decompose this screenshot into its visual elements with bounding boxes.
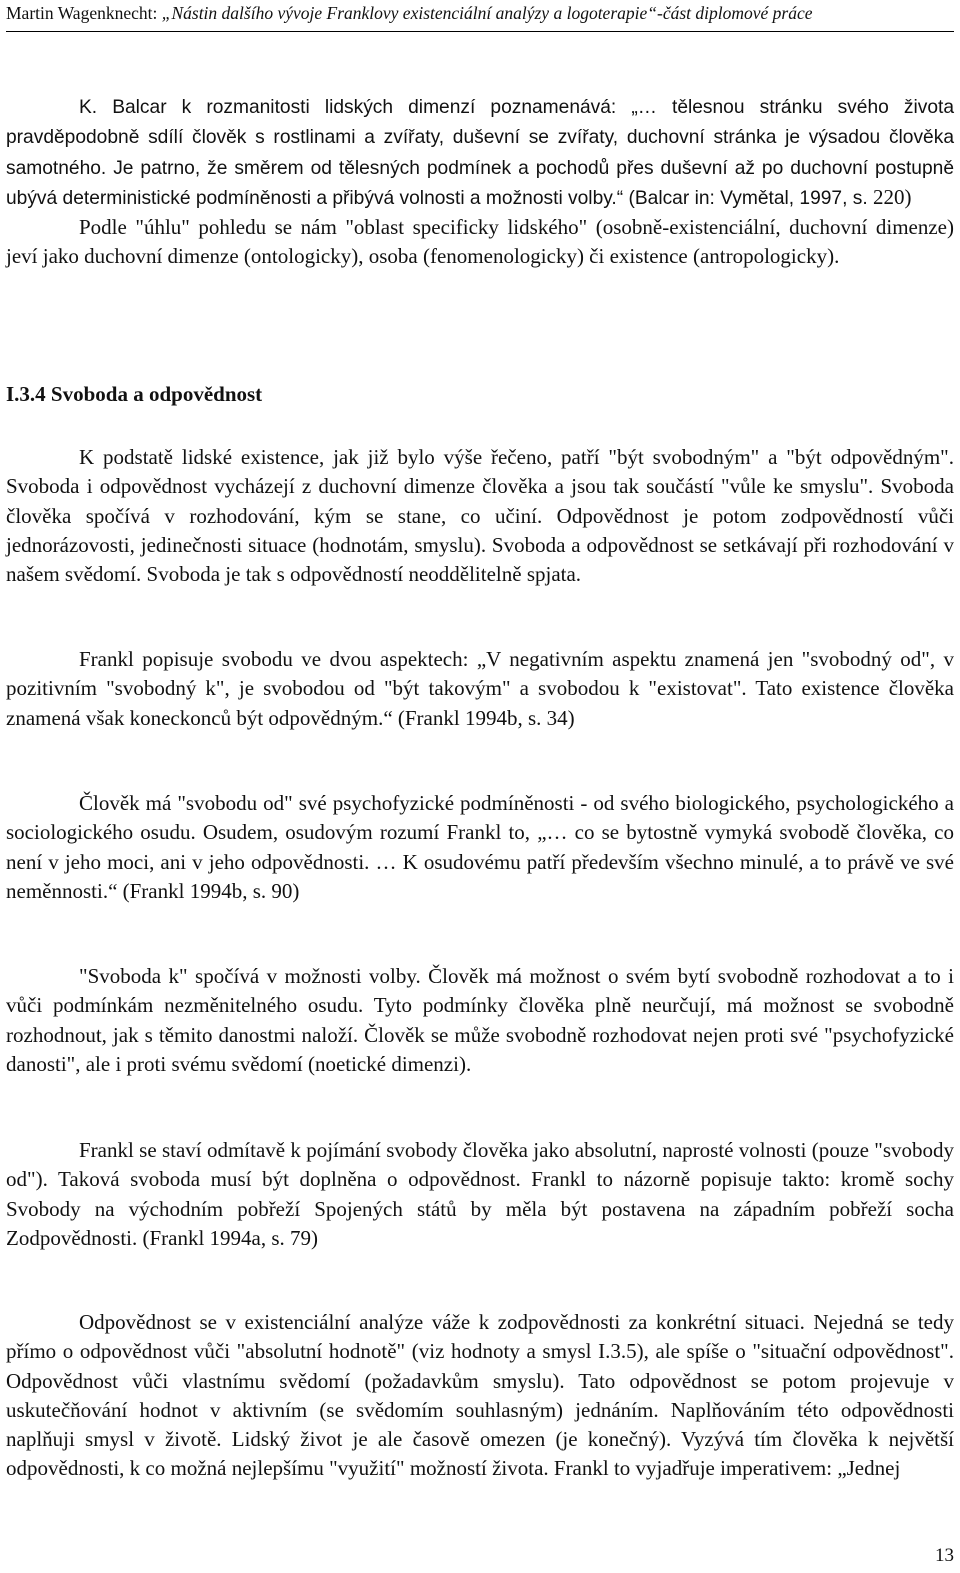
balcar-quote-page: 220)	[867, 184, 912, 209]
page-number: 13	[935, 1545, 954, 1566]
paragraph-podstata	[6, 443, 954, 589]
paragraph-text: K podstatě lidské existence, jak již bylo výše řečeno, patří "být svobodným" a "být odpovědným". Svoboda i odpovědnost vycházejí z duchovní dimenze člověka a jsou tak součástí "vůle ke smyslu". Svoboda člověka spočívá v rozhodování, kým se stane, co učiní. Odpovědnost je potom zodpovědností vůči jednorázovosti, jedinečnosti situace (hodnotám, smyslu). Svoboda a odpovědnost se setkávají při rozhodování v našem svědomí. Svoboda je tak s odpovědností neoddělitelně spjata.	[6, 445, 954, 587]
paragraph-odpovednost	[6, 1308, 954, 1484]
paragraph-uhel-pohledu: Podle "úhlu" pohledu se nám "oblast specificky lidského" (osobně-existenciální, duchovní dimenze) jeví jako duchovní dimenze (ontologicky), osoba (fenomenologicky) či existence (antropologicky).	[6, 215, 954, 269]
balcar-quote	[6, 92, 954, 213]
paragraph-socha	[6, 1136, 954, 1253]
header-author: Martin Wagenknecht:	[6, 3, 158, 23]
running-header	[6, 3, 954, 32]
paragraph-text: Frankl popisuje svobodu ve dvou aspektech: „V negativním aspektu znamená jen "svobodný od", v pozitivním "svobodný k", je svobodou od "být takovým" a svobodou k "existovat". Tato existence člověka znamená však koneckonců být odpovědným.“ (Frankl 1994b, s. 34)	[6, 647, 954, 730]
paragraph-text: Člověk má "svobodu od" své psychofyzické podmíněnosti - od svého biologického, psychologického a sociologického osudu. Osudem, osudovým rozumí Frankl to, „… co se bytostně vymyká svobodě člověka, co není v jeho moci, ani v jeho odpovědnosti. … K osudovému patří především všechno minulé, a to právě ve své neměnnosti.“ (Frankl 1994b, s. 90)	[6, 791, 954, 903]
paragraph-text: "Svoboda k" spočívá v možnosti volby. Člověk má možnost o svém bytí svobodně rozhodovat a to i vůči podmínkám nezměnitelného osudu. Tyto podmínky člověka plně neurčují, má možnost se svobodně rozhodnout, jak s těmito danostmi naloží. Člověk se může svobodně rozhodovat nejen proti své "psychofyzické danosti", ale i proti svému svědomí (noetické dimenzi).	[6, 964, 954, 1076]
paragraph-svoboda-od	[6, 789, 954, 906]
paragraph-frankl-aspekty	[6, 645, 954, 733]
paragraph-text: Odpovědnost se v existenciální analýze váže k zodpovědnosti za konkrétní situaci. Nejedná se tedy přímo o odpovědnost vůči "absolutní hodnotě" (viz hodnoty a smysl I.3.5), ale spíše o "situační odpovědnost". Odpovědnost vůči vlastnímu svědomí (požadavkům smyslu). Tato odpovědnost se potom projevuje v uskutečňování hodnot v aktivním (se svědomím souhlasným) jednáním. Naplňováním této odpovědnosti naplňuji smysl v životě. Lidský život je ale časově omezen (je konečný). Vyzývá tím člověka k největší odpovědnosti, k co možná nejlepšímu "využití" možností života. Frankl to vyjadřuje imperativem: „Jednej	[6, 1310, 954, 1481]
header-title: „Nástin dalšího vývoje Franklovy existenciální analýzy a logoterapie“-část diplomové práce	[161, 3, 813, 23]
paragraph-svoboda-k	[6, 962, 954, 1079]
section-heading: I.3.4 Svoboda a odpovědnost	[6, 382, 263, 406]
paragraph-text: Frankl se staví odmítavě k pojímání svobody člověka jako absolutní, naprosté volnosti (pouze "svobody od"). Taková svoboda musí být doplněna o odpovědnost. Frankl to názorně popisuje takto: kromě sochy Svobody na východním pobřeží Spojených států by měla být postavena na západním pobřeží socha Zodpovědnosti. (Frankl 1994a, s. 79)	[6, 1138, 954, 1250]
balcar-quote-text: K. Balcar k rozmanitosti lidských dimenzí poznamenává: „… tělesnou stránku svého života pravděpodobně sdílí člověk s rostlinami a zvířaty, duševní se zvířaty, duchovní stránka je výsadou člověka samotného. Je patrno, že směrem od tělesných podmínek a pochodů přes duševní až po duchovní postupně ubývá deterministické podmíněnosti a přibývá volnosti a možnosti volby.“ (Balcar in: Vymětal, 1997, s.	[6, 97, 954, 209]
paragraph-balcar	[6, 92, 954, 272]
